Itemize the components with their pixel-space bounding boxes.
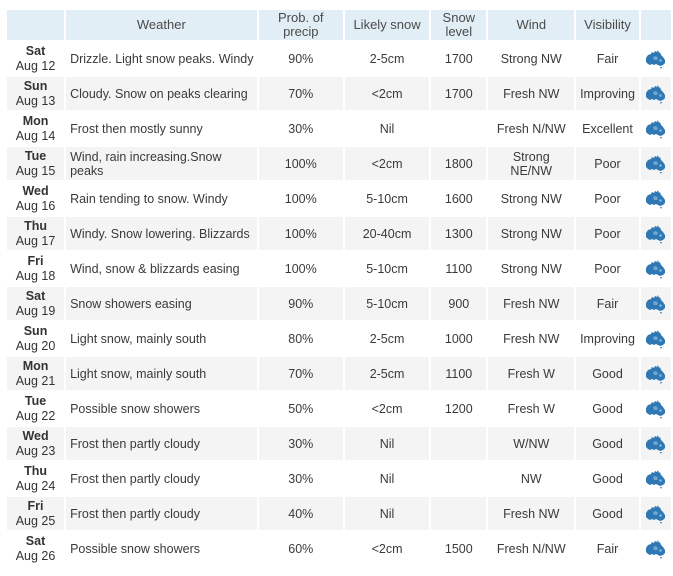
wind-cell: Fresh N/NW	[488, 532, 574, 565]
day-cell	[7, 392, 64, 425]
precip-cell: 30%	[259, 462, 343, 495]
map-cell[interactable]	[641, 357, 671, 390]
day-date: Aug 21	[15, 373, 56, 388]
australia-map-icon[interactable]	[644, 293, 668, 315]
header-snow: Likely snow	[345, 10, 429, 40]
australia-map-icon[interactable]	[644, 83, 668, 105]
day-cell	[7, 322, 64, 355]
weather-cell: Snow showers easing	[66, 287, 257, 320]
day-date: Aug 23	[15, 443, 56, 458]
weather-cell: Frost then mostly sunny	[66, 112, 257, 145]
australia-map-icon[interactable]	[644, 188, 668, 210]
snow-level-cell: 1700	[431, 42, 486, 75]
visibility-cell: Improving	[576, 322, 639, 355]
precip-cell: 30%	[259, 112, 343, 145]
table-row	[7, 462, 671, 495]
visibility-cell: Poor	[576, 147, 639, 180]
weather-cell: Frost then partly cloudy	[66, 427, 257, 460]
snow-cell: 5-10cm	[345, 287, 429, 320]
wind-cell: W/NW	[488, 427, 574, 460]
day-cell	[7, 252, 64, 285]
wind-cell: Fresh N/NW	[488, 112, 574, 145]
table-row	[7, 532, 671, 565]
snow-level-cell: 1600	[431, 182, 486, 215]
australia-map-icon[interactable]	[644, 223, 668, 245]
australia-map-icon[interactable]	[644, 363, 668, 385]
weather-cell: Light snow, mainly south	[66, 357, 257, 390]
visibility-cell: Excellent	[576, 112, 639, 145]
map-cell[interactable]	[641, 462, 671, 495]
weather-cell: Rain tending to snow. Windy	[66, 182, 257, 215]
visibility-cell: Improving	[576, 77, 639, 110]
map-cell[interactable]	[641, 427, 671, 460]
snow-level-cell: 1200	[431, 392, 486, 425]
table-row	[7, 252, 671, 285]
day-cell	[7, 287, 64, 320]
precip-cell: 100%	[259, 147, 343, 180]
map-cell[interactable]	[641, 532, 671, 565]
visibility-cell: Good	[576, 497, 639, 530]
snow-cell: <2cm	[345, 392, 429, 425]
day-date: Aug 26	[15, 548, 56, 563]
snow-level-cell	[431, 112, 486, 145]
day-cell	[7, 427, 64, 460]
day-cell	[7, 217, 64, 250]
wind-cell: Strong NW	[488, 182, 574, 215]
snow-cell: Nil	[345, 462, 429, 495]
day-name: Mon	[22, 113, 49, 128]
snow-cell: <2cm	[345, 77, 429, 110]
visibility-cell: Good	[576, 392, 639, 425]
map-cell[interactable]	[641, 217, 671, 250]
table-row	[7, 77, 671, 110]
header-precip: Prob. of precip	[259, 10, 343, 40]
snow-cell: Nil	[345, 112, 429, 145]
table-row	[7, 112, 671, 145]
snow-level-cell: 1700	[431, 77, 486, 110]
weather-cell: Drizzle. Light snow peaks. Windy	[66, 42, 257, 75]
australia-map-icon[interactable]	[644, 468, 668, 490]
snow-level-cell: 1800	[431, 147, 486, 180]
day-cell	[7, 42, 64, 75]
precip-cell: 100%	[259, 182, 343, 215]
precip-cell: 60%	[259, 532, 343, 565]
map-cell[interactable]	[641, 497, 671, 530]
header-day	[7, 10, 64, 40]
day-name: Thu	[24, 218, 47, 233]
day-date: Aug 18	[15, 268, 56, 283]
visibility-cell: Fair	[576, 532, 639, 565]
precip-cell: 80%	[259, 322, 343, 355]
day-date: Aug 13	[15, 93, 56, 108]
header-map	[641, 10, 671, 40]
day-name: Sat	[25, 533, 46, 548]
map-cell[interactable]	[641, 322, 671, 355]
precip-cell: 30%	[259, 427, 343, 460]
snow-cell: 2-5cm	[345, 357, 429, 390]
day-name: Fri	[27, 498, 44, 513]
precip-cell: 40%	[259, 497, 343, 530]
snow-level-cell: 1100	[431, 252, 486, 285]
snow-cell: 2-5cm	[345, 42, 429, 75]
day-date: Aug 24	[15, 478, 56, 493]
day-name: Sat	[25, 288, 46, 303]
australia-map-icon[interactable]	[644, 118, 668, 140]
weather-cell: Cloudy. Snow on peaks clearing	[66, 77, 257, 110]
precip-cell: 100%	[259, 252, 343, 285]
australia-map-icon[interactable]	[644, 538, 668, 560]
header-wind: Wind	[488, 10, 574, 40]
weather-cell: Windy. Snow lowering. Blizzards	[66, 217, 257, 250]
snow-level-cell: 1300	[431, 217, 486, 250]
map-cell[interactable]	[641, 182, 671, 215]
weather-cell: Wind, rain increasing.Snow peaks	[66, 147, 257, 180]
australia-map-icon[interactable]	[644, 48, 668, 70]
precip-cell: 70%	[259, 357, 343, 390]
visibility-cell: Poor	[576, 217, 639, 250]
table-row	[7, 322, 671, 355]
day-cell	[7, 112, 64, 145]
day-cell	[7, 357, 64, 390]
day-date: Aug 19	[15, 303, 56, 318]
snow-cell: 5-10cm	[345, 182, 429, 215]
day-date: Aug 17	[15, 233, 56, 248]
table-row	[7, 182, 671, 215]
day-cell	[7, 77, 64, 110]
map-cell[interactable]	[641, 252, 671, 285]
snow-level-cell	[431, 497, 486, 530]
australia-map-icon[interactable]	[644, 433, 668, 455]
table-row	[7, 42, 671, 75]
day-date: Aug 15	[15, 163, 56, 178]
weather-cell: Possible snow showers	[66, 392, 257, 425]
australia-map-icon[interactable]	[644, 153, 668, 175]
snow-level-cell: 900	[431, 287, 486, 320]
day-date: Aug 20	[15, 338, 56, 353]
table-row	[7, 287, 671, 320]
header-snow-level: Snow level	[431, 10, 486, 40]
day-name: Fri	[27, 253, 44, 268]
table-row	[7, 147, 671, 180]
day-date: Aug 16	[15, 198, 56, 213]
wind-cell: Strong NW	[488, 252, 574, 285]
day-name: Thu	[24, 463, 47, 478]
map-cell[interactable]	[641, 42, 671, 75]
wind-cell: Strong NE/NW	[488, 147, 574, 180]
day-cell	[7, 182, 64, 215]
table-row	[7, 392, 671, 425]
visibility-cell: Poor	[576, 182, 639, 215]
precip-cell: 90%	[259, 42, 343, 75]
snow-cell: Nil	[345, 427, 429, 460]
snow-cell: Nil	[345, 497, 429, 530]
wind-cell: Fresh NW	[488, 287, 574, 320]
wind-cell: Strong NW	[488, 42, 574, 75]
visibility-cell: Good	[576, 462, 639, 495]
australia-map-icon[interactable]	[644, 503, 668, 525]
day-name: Wed	[22, 428, 49, 443]
snow-level-cell: 1100	[431, 357, 486, 390]
day-name: Wed	[22, 183, 49, 198]
day-name: Sun	[23, 323, 48, 338]
header-weather: Weather	[66, 10, 257, 40]
snow-level-cell: 1000	[431, 322, 486, 355]
wind-cell: Fresh NW	[488, 322, 574, 355]
forecast-table	[5, 8, 673, 567]
day-cell	[7, 147, 64, 180]
weather-cell: Possible snow showers	[66, 532, 257, 565]
wind-cell: NW	[488, 462, 574, 495]
precip-cell: 70%	[259, 77, 343, 110]
day-date: Aug 22	[15, 408, 56, 423]
weather-cell: Wind, snow & blizzards easing	[66, 252, 257, 285]
snow-cell: 2-5cm	[345, 322, 429, 355]
precip-cell: 100%	[259, 217, 343, 250]
visibility-cell: Good	[576, 357, 639, 390]
snow-cell: 20-40cm	[345, 217, 429, 250]
day-name: Tue	[24, 393, 47, 408]
day-cell	[7, 532, 64, 565]
day-date: Aug 12	[15, 58, 56, 73]
wind-cell: Fresh W	[488, 392, 574, 425]
weather-cell: Light snow, mainly south	[66, 322, 257, 355]
australia-map-icon[interactable]	[644, 258, 668, 280]
snow-cell: <2cm	[345, 532, 429, 565]
map-cell[interactable]	[641, 287, 671, 320]
wind-cell: Fresh W	[488, 357, 574, 390]
map-cell[interactable]	[641, 147, 671, 180]
day-name: Sat	[25, 43, 46, 58]
australia-map-icon[interactable]	[644, 398, 668, 420]
map-cell[interactable]	[641, 392, 671, 425]
day-date: Aug 25	[15, 513, 56, 528]
visibility-cell: Fair	[576, 287, 639, 320]
table-row	[7, 357, 671, 390]
day-cell	[7, 497, 64, 530]
weather-cell: Frost then partly cloudy	[66, 462, 257, 495]
snow-level-cell	[431, 427, 486, 460]
visibility-cell: Good	[576, 427, 639, 460]
table-row	[7, 217, 671, 250]
snow-level-cell: 1500	[431, 532, 486, 565]
header-row	[7, 10, 671, 40]
wind-cell: Strong NW	[488, 217, 574, 250]
snow-level-cell	[431, 462, 486, 495]
precip-cell: 90%	[259, 287, 343, 320]
weather-cell: Frost then partly cloudy	[66, 497, 257, 530]
map-cell[interactable]	[641, 112, 671, 145]
day-name: Mon	[22, 358, 49, 373]
forecast-table-container	[5, 8, 673, 567]
table-row	[7, 427, 671, 460]
header-visibility: Visibility	[576, 10, 639, 40]
map-cell[interactable]	[641, 77, 671, 110]
australia-map-icon[interactable]	[644, 328, 668, 350]
day-date: Aug 14	[15, 128, 56, 143]
snow-cell: <2cm	[345, 147, 429, 180]
day-name: Tue	[24, 148, 47, 163]
snow-cell: 5-10cm	[345, 252, 429, 285]
day-cell	[7, 462, 64, 495]
visibility-cell: Poor	[576, 252, 639, 285]
table-row	[7, 497, 671, 530]
precip-cell: 50%	[259, 392, 343, 425]
wind-cell: Fresh NW	[488, 497, 574, 530]
visibility-cell: Fair	[576, 42, 639, 75]
wind-cell: Fresh NW	[488, 77, 574, 110]
day-name: Sun	[23, 78, 48, 93]
